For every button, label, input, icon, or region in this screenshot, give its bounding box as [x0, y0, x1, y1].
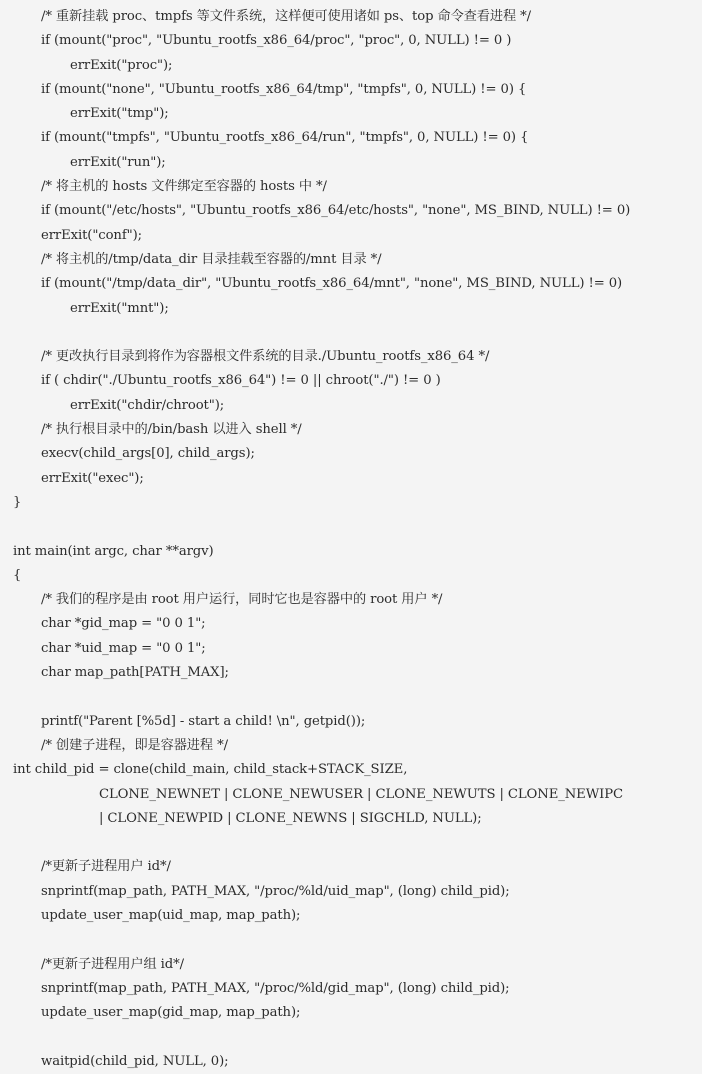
code-line: int main(int argc, char **argv) — [13, 543, 214, 559]
code-line: int child_pid = clone(child_main, child_stack+STACK_SIZE, — [13, 762, 408, 778]
code-line: errExit("run"); — [70, 154, 166, 170]
code-line: /*更新子进程用户 id*/ — [41, 859, 171, 875]
code-line: } — [13, 494, 22, 510]
code-line: /* 将主机的/tmp/data_dir 目录挂载至容器的/mnt 目录 */ — [41, 251, 382, 267]
code-line: snprintf(map_path, PATH_MAX, "/proc/%ld/uid_map", (long) child_pid); — [41, 883, 510, 899]
code-line — [13, 831, 702, 855]
code-line — [13, 321, 702, 345]
code-line: /*更新子进程用户组 id*/ — [41, 956, 184, 972]
code-line: errExit("exec"); — [41, 470, 144, 486]
code-line: errExit("conf"); — [41, 227, 142, 243]
code-line: waitpid(child_pid, NULL, 0); — [41, 1053, 229, 1069]
code-line: char *gid_map = "0 0 1"; — [41, 616, 206, 632]
code-line — [13, 1025, 702, 1049]
code-line: /* 执行根目录中的/bin/bash 以进入 shell */ — [41, 422, 302, 438]
code-line: CLONE_NEWNET | CLONE_NEWUSER | CLONE_NEWUTS | CLONE_NEWIPC — [99, 786, 624, 802]
code-line — [13, 685, 702, 709]
code-line: errExit("proc"); — [70, 57, 173, 73]
code-line: execv(child_args[0], child_args); — [41, 446, 255, 462]
code-line: if (mount("/etc/hosts", "Ubuntu_rootfs_x86_64/etc/hosts", "none", MS_BIND, NULL) != 0) — [41, 203, 631, 219]
code-line: if (mount("tmpfs", "Ubuntu_rootfs_x86_64/run", "tmpfs", 0, NULL) != 0) { — [41, 130, 529, 146]
code-line: char *uid_map = "0 0 1"; — [41, 640, 206, 656]
code-line: if ( chdir("./Ubuntu_rootfs_x86_64") != 0 || chroot("./") != 0 ) — [41, 373, 441, 389]
code-line: /* 将主机的 hosts 文件绑定至容器的 hosts 中 */ — [41, 179, 327, 195]
code-line: printf("Parent [%5d] - start a child! \n", getpid()); — [41, 713, 366, 729]
code-line: snprintf(map_path, PATH_MAX, "/proc/%ld/gid_map", (long) child_pid); — [41, 980, 510, 996]
code-line: errExit("tmp"); — [70, 106, 169, 122]
code-line: /* 我们的程序是由 root 用户运行，同时它也是容器中的 root 用户 */ — [41, 592, 443, 608]
code-line: | CLONE_NEWPID | CLONE_NEWNS | SIGCHLD, NULL); — [99, 810, 482, 826]
code-line: /* 重新挂载 proc、tmpfs 等文件系统，这样便可使用诸如 ps、top 命令查看进程 */ — [41, 9, 531, 24]
code-listing — [13, 0, 702, 1069]
code-line: update_user_map(gid_map, map_path); — [41, 1005, 301, 1021]
code-line: update_user_map(uid_map, map_path); — [41, 907, 301, 923]
code-line: /* 更改执行目录到将作为容器根文件系统的目录./Ubuntu_rootfs_x86_64 */ — [41, 349, 490, 365]
code-line: { — [13, 567, 22, 583]
code-line — [13, 515, 702, 539]
code-line — [13, 928, 702, 952]
code-line: errExit("mnt"); — [70, 300, 169, 316]
code-line: errExit("chdir/chroot"); — [70, 397, 225, 413]
code-line: if (mount("/tmp/data_dir", "Ubuntu_rootfs_x86_64/mnt", "none", MS_BIND, NULL) != 0) — [41, 276, 623, 292]
code-line: if (mount("none", "Ubuntu_rootfs_x86_64/tmp", "tmpfs", 0, NULL) != 0) { — [41, 81, 527, 97]
code-line: /* 创建子进程，即是容器进程 */ — [41, 737, 228, 753]
code-line: if (mount("proc", "Ubuntu_rootfs_x86_64/proc", "proc", 0, NULL) != 0 ) — [41, 33, 512, 49]
code-line: char map_path[PATH_MAX]; — [41, 665, 229, 681]
